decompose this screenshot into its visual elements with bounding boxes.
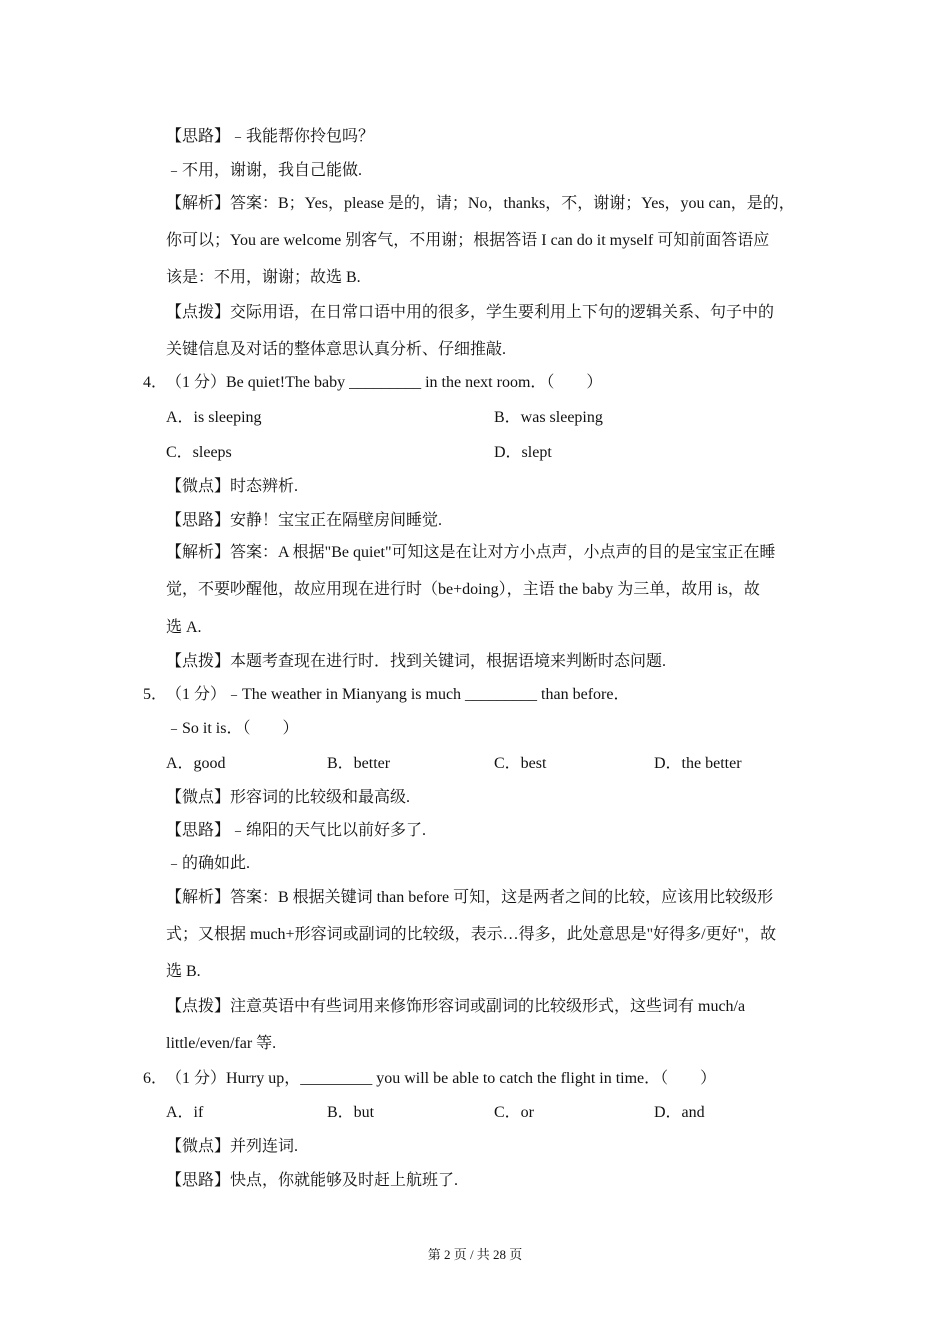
point-line: 【微点】时态辨析.	[166, 478, 299, 495]
question-stem: （1 分）﹣The weather in Mianyang is much _________ than before．	[166, 686, 630, 703]
point-line: 【微点】形容词的比较级和最高级.	[166, 789, 411, 806]
reasoning-line: 【思路】﹣我能帮你拎包吗？	[166, 128, 375, 145]
option-c: C．or	[494, 1104, 535, 1121]
question-number: 6．	[143, 1070, 168, 1087]
question-stem: （1 分）Be quiet!The baby _________ in the next room．（ ）	[166, 374, 603, 391]
tip-line: 【点拨】本题考查现在进行时．找到关键词，根据语境来判断时态问题.	[166, 653, 667, 670]
option-a: A．if	[166, 1104, 204, 1121]
reasoning-line: 【思路】﹣绵阳的天气比以前好多了.	[166, 822, 427, 839]
reasoning-line: ﹣不用，谢谢，我自己能做.	[166, 162, 363, 179]
option-b: B．better	[327, 755, 391, 772]
option-b: B．but	[327, 1104, 375, 1121]
reasoning-line: 【思路】安静！宝宝正在隔壁房间睡觉.	[166, 512, 443, 529]
reasoning-line: ﹣的确如此.	[166, 855, 251, 872]
analysis-line: 选 A.	[166, 619, 202, 636]
analysis-line: 【解析】答案：A 根据"Be quiet"可知这是在让对方小点声，小点声的目的是宝宝正在睡	[166, 544, 776, 561]
analysis-line: 该是：不用，谢谢；故选 B.	[166, 269, 361, 286]
analysis-line: 式；又根据 much+形容词或副词的比较级，表示…得多，此处意思是"好得多/更好"，故	[166, 926, 777, 943]
option-c: C．sleeps	[166, 444, 232, 461]
option-c: C．best	[494, 755, 547, 772]
option-d: D．the better	[654, 755, 742, 772]
option-b: B．was sleeping	[494, 409, 603, 426]
tip-line: 【点拨】交际用语，在日常口语中用的很多，学生要利用上下句的逻辑关系、句子中的	[166, 304, 775, 321]
question-number: 4．	[143, 374, 168, 391]
option-d: D．and	[654, 1104, 705, 1121]
tip-line: little/even/far 等.	[166, 1035, 277, 1052]
question-stem: ﹣So it is．（ ）	[166, 720, 299, 737]
point-line: 【微点】并列连词.	[166, 1138, 299, 1155]
question-stem: （1 分）Hurry up，_________ you will be able to catch the flight in time．（ ）	[166, 1070, 717, 1087]
tip-line: 【点拨】注意英语中有些词用来修饰形容词或副词的比较级形式，这些词有 much/a	[166, 998, 746, 1015]
tip-line: 关键信息及对话的整体意思认真分析、仔细推敲.	[166, 341, 507, 358]
analysis-line: 选 B.	[166, 963, 201, 980]
reasoning-line: 【思路】快点，你就能够及时赶上航班了.	[166, 1172, 459, 1189]
question-number: 5．	[143, 686, 168, 703]
analysis-line: 你可以；You are welcome 别客气，不用谢；根据答语 I can do it myself 可知前面答语应	[166, 232, 770, 249]
option-d: D．slept	[494, 444, 552, 461]
analysis-line: 【解析】答案：B；Yes，please 是的，请；No，thanks，不，谢谢；Yes，you can，是的，	[166, 195, 795, 212]
analysis-line: 【解析】答案：B 根据关键词 than before 可知，这是两者之间的比较，应该用比较级形	[166, 889, 774, 906]
analysis-line: 觉，不要吵醒他，故应用现在进行时（be+doing），主语 the baby 为三单，故用 is，故	[166, 581, 760, 598]
option-a: A．is sleeping	[166, 409, 262, 426]
page-footer: 第 2 页 / 共 28 页	[427, 1247, 523, 1262]
option-a: A．good	[166, 755, 226, 772]
